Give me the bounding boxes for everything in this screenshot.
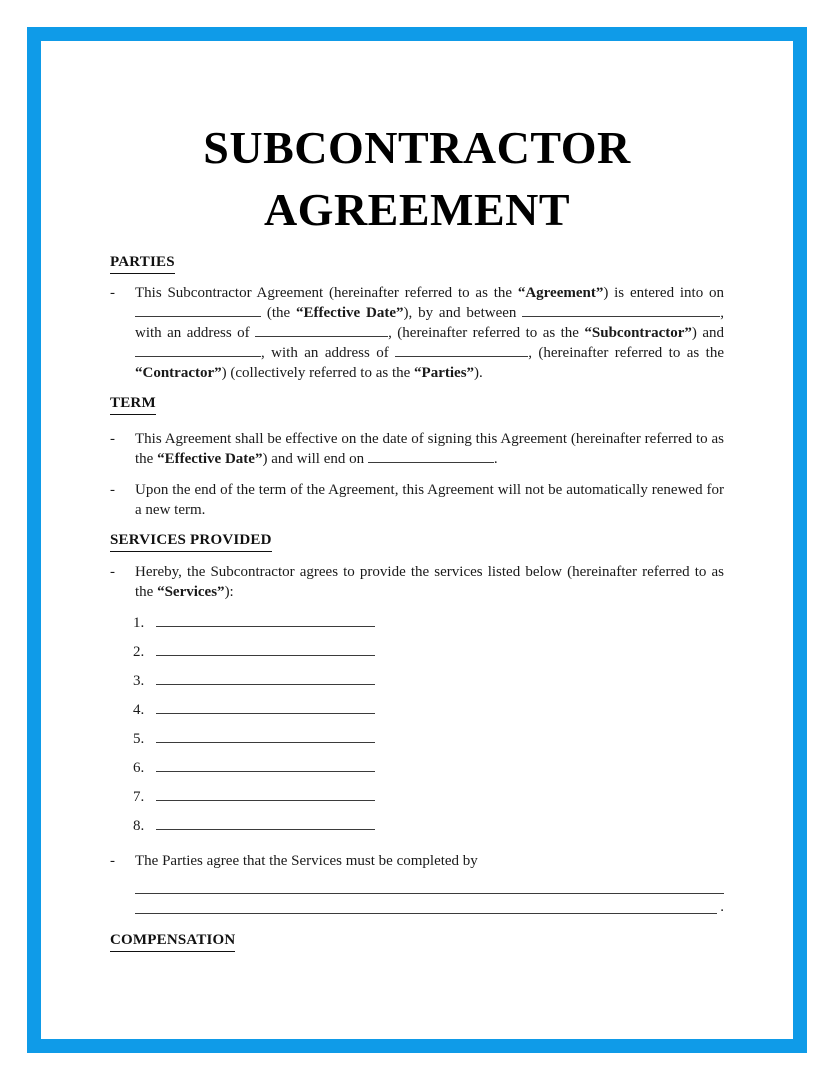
text-run: , (hereinafter referred to as the	[388, 325, 585, 341]
service-item-3	[133, 671, 724, 691]
completion-blank-line-1[interactable]	[135, 871, 724, 894]
term-renewal-text	[135, 480, 724, 520]
defined-term: “Contractor”	[135, 365, 222, 381]
text-run: ) and	[691, 325, 725, 341]
document-title-line1: SUBCONTRACTOR	[203, 122, 631, 173]
document-title	[110, 117, 724, 241]
text-run: Upon the end of the term of the Agreement, this Agreement will not be automatically renewed for a new term.	[135, 482, 724, 518]
defined-term: “Effective Date”	[157, 451, 263, 467]
text-run: ) is entered into on	[603, 285, 724, 301]
service-number: 8.	[133, 818, 145, 834]
text-run: (the	[261, 305, 297, 321]
text-run: Hereby, the Subcontractor agrees to provide the services listed below (hereinafter referred to as the	[135, 564, 724, 600]
document-title-line2: AGREEMENT	[263, 184, 571, 235]
bullet-dash: -	[110, 285, 115, 301]
term-effective-text	[135, 429, 724, 469]
service-item-8	[133, 816, 724, 836]
text-run: , with an address of	[261, 345, 396, 361]
defined-term: “Agreement”	[517, 285, 604, 301]
service-blank-line[interactable]	[156, 767, 375, 772]
defined-term: “Parties”	[414, 365, 475, 381]
blank-field[interactable]	[135, 312, 261, 317]
text-run: , with an address of	[135, 305, 724, 341]
service-blank-line[interactable]	[156, 651, 375, 656]
completion-blank-lines	[135, 871, 724, 914]
blank-field[interactable]	[395, 352, 528, 357]
service-item-4	[133, 700, 724, 720]
bullet-dash: -	[110, 482, 115, 498]
service-blank-line[interactable]	[156, 796, 375, 801]
text-run: , (hereinafter referred to as the	[528, 345, 725, 361]
service-number: 6.	[133, 760, 145, 776]
defined-term: “Subcontractor”	[584, 325, 692, 341]
service-number: 7.	[133, 789, 145, 805]
parties-intro-bullet	[110, 283, 724, 383]
section-heading-services: SERVICES PROVIDED	[110, 531, 272, 552]
text-run: ).	[474, 365, 483, 381]
services-completion-bullet	[110, 851, 724, 871]
bullet-dash: -	[110, 431, 115, 447]
parties-intro-text	[135, 283, 724, 383]
completion-blank-line-2[interactable]	[135, 894, 717, 914]
text-run: ), by and between	[403, 305, 523, 321]
text-run: The Parties agree that the Services must be completed by	[135, 853, 478, 869]
service-item-5	[133, 729, 724, 749]
service-item-7	[133, 787, 724, 807]
text-run: ) and will end on	[262, 451, 368, 467]
term-renewal-bullet	[110, 480, 724, 520]
defined-term: “Effective Date”	[296, 305, 404, 321]
services-intro-text	[135, 562, 724, 602]
text-run: ) (collectively referred to as the	[221, 365, 415, 381]
blank-field[interactable]	[522, 312, 720, 317]
completion-period: .	[720, 899, 724, 915]
defined-term: “Services”	[157, 584, 225, 600]
service-number: 3.	[133, 673, 145, 689]
completion-blank-line-2-row	[135, 894, 724, 914]
service-item-2	[133, 642, 724, 662]
service-blank-line[interactable]	[156, 825, 375, 830]
service-blank-line[interactable]	[156, 680, 375, 685]
text-run: This Subcontractor Agreement (hereinafter referred to as the	[135, 285, 518, 301]
service-number: 5.	[133, 731, 145, 747]
section-heading-compensation: COMPENSATION	[110, 931, 235, 952]
blank-field[interactable]	[255, 332, 388, 337]
page-content	[41, 41, 793, 1039]
text-run: This Agreement shall be effective on the date of signing this Agreement (hereinafter referred to as the	[135, 431, 724, 467]
bullet-dash: -	[110, 853, 115, 869]
services-completion-text	[135, 851, 724, 871]
service-number: 2.	[133, 644, 145, 660]
bullet-dash: -	[110, 564, 115, 580]
service-item-1	[133, 613, 724, 633]
text-run: ):	[224, 584, 234, 600]
service-blank-line[interactable]	[156, 622, 375, 627]
service-item-6	[133, 758, 724, 778]
service-number: 1.	[133, 615, 145, 631]
service-blank-line[interactable]	[156, 709, 375, 714]
text-run: .	[493, 451, 498, 467]
service-blank-line[interactable]	[156, 738, 375, 743]
term-effective-bullet	[110, 429, 724, 469]
blank-field[interactable]	[368, 458, 494, 463]
service-number: 4.	[133, 702, 145, 718]
services-intro-bullet	[110, 562, 724, 602]
services-list	[133, 613, 724, 836]
blank-field[interactable]	[135, 352, 261, 357]
section-heading-term: TERM	[110, 394, 156, 415]
section-heading-parties: PARTIES	[110, 253, 175, 274]
